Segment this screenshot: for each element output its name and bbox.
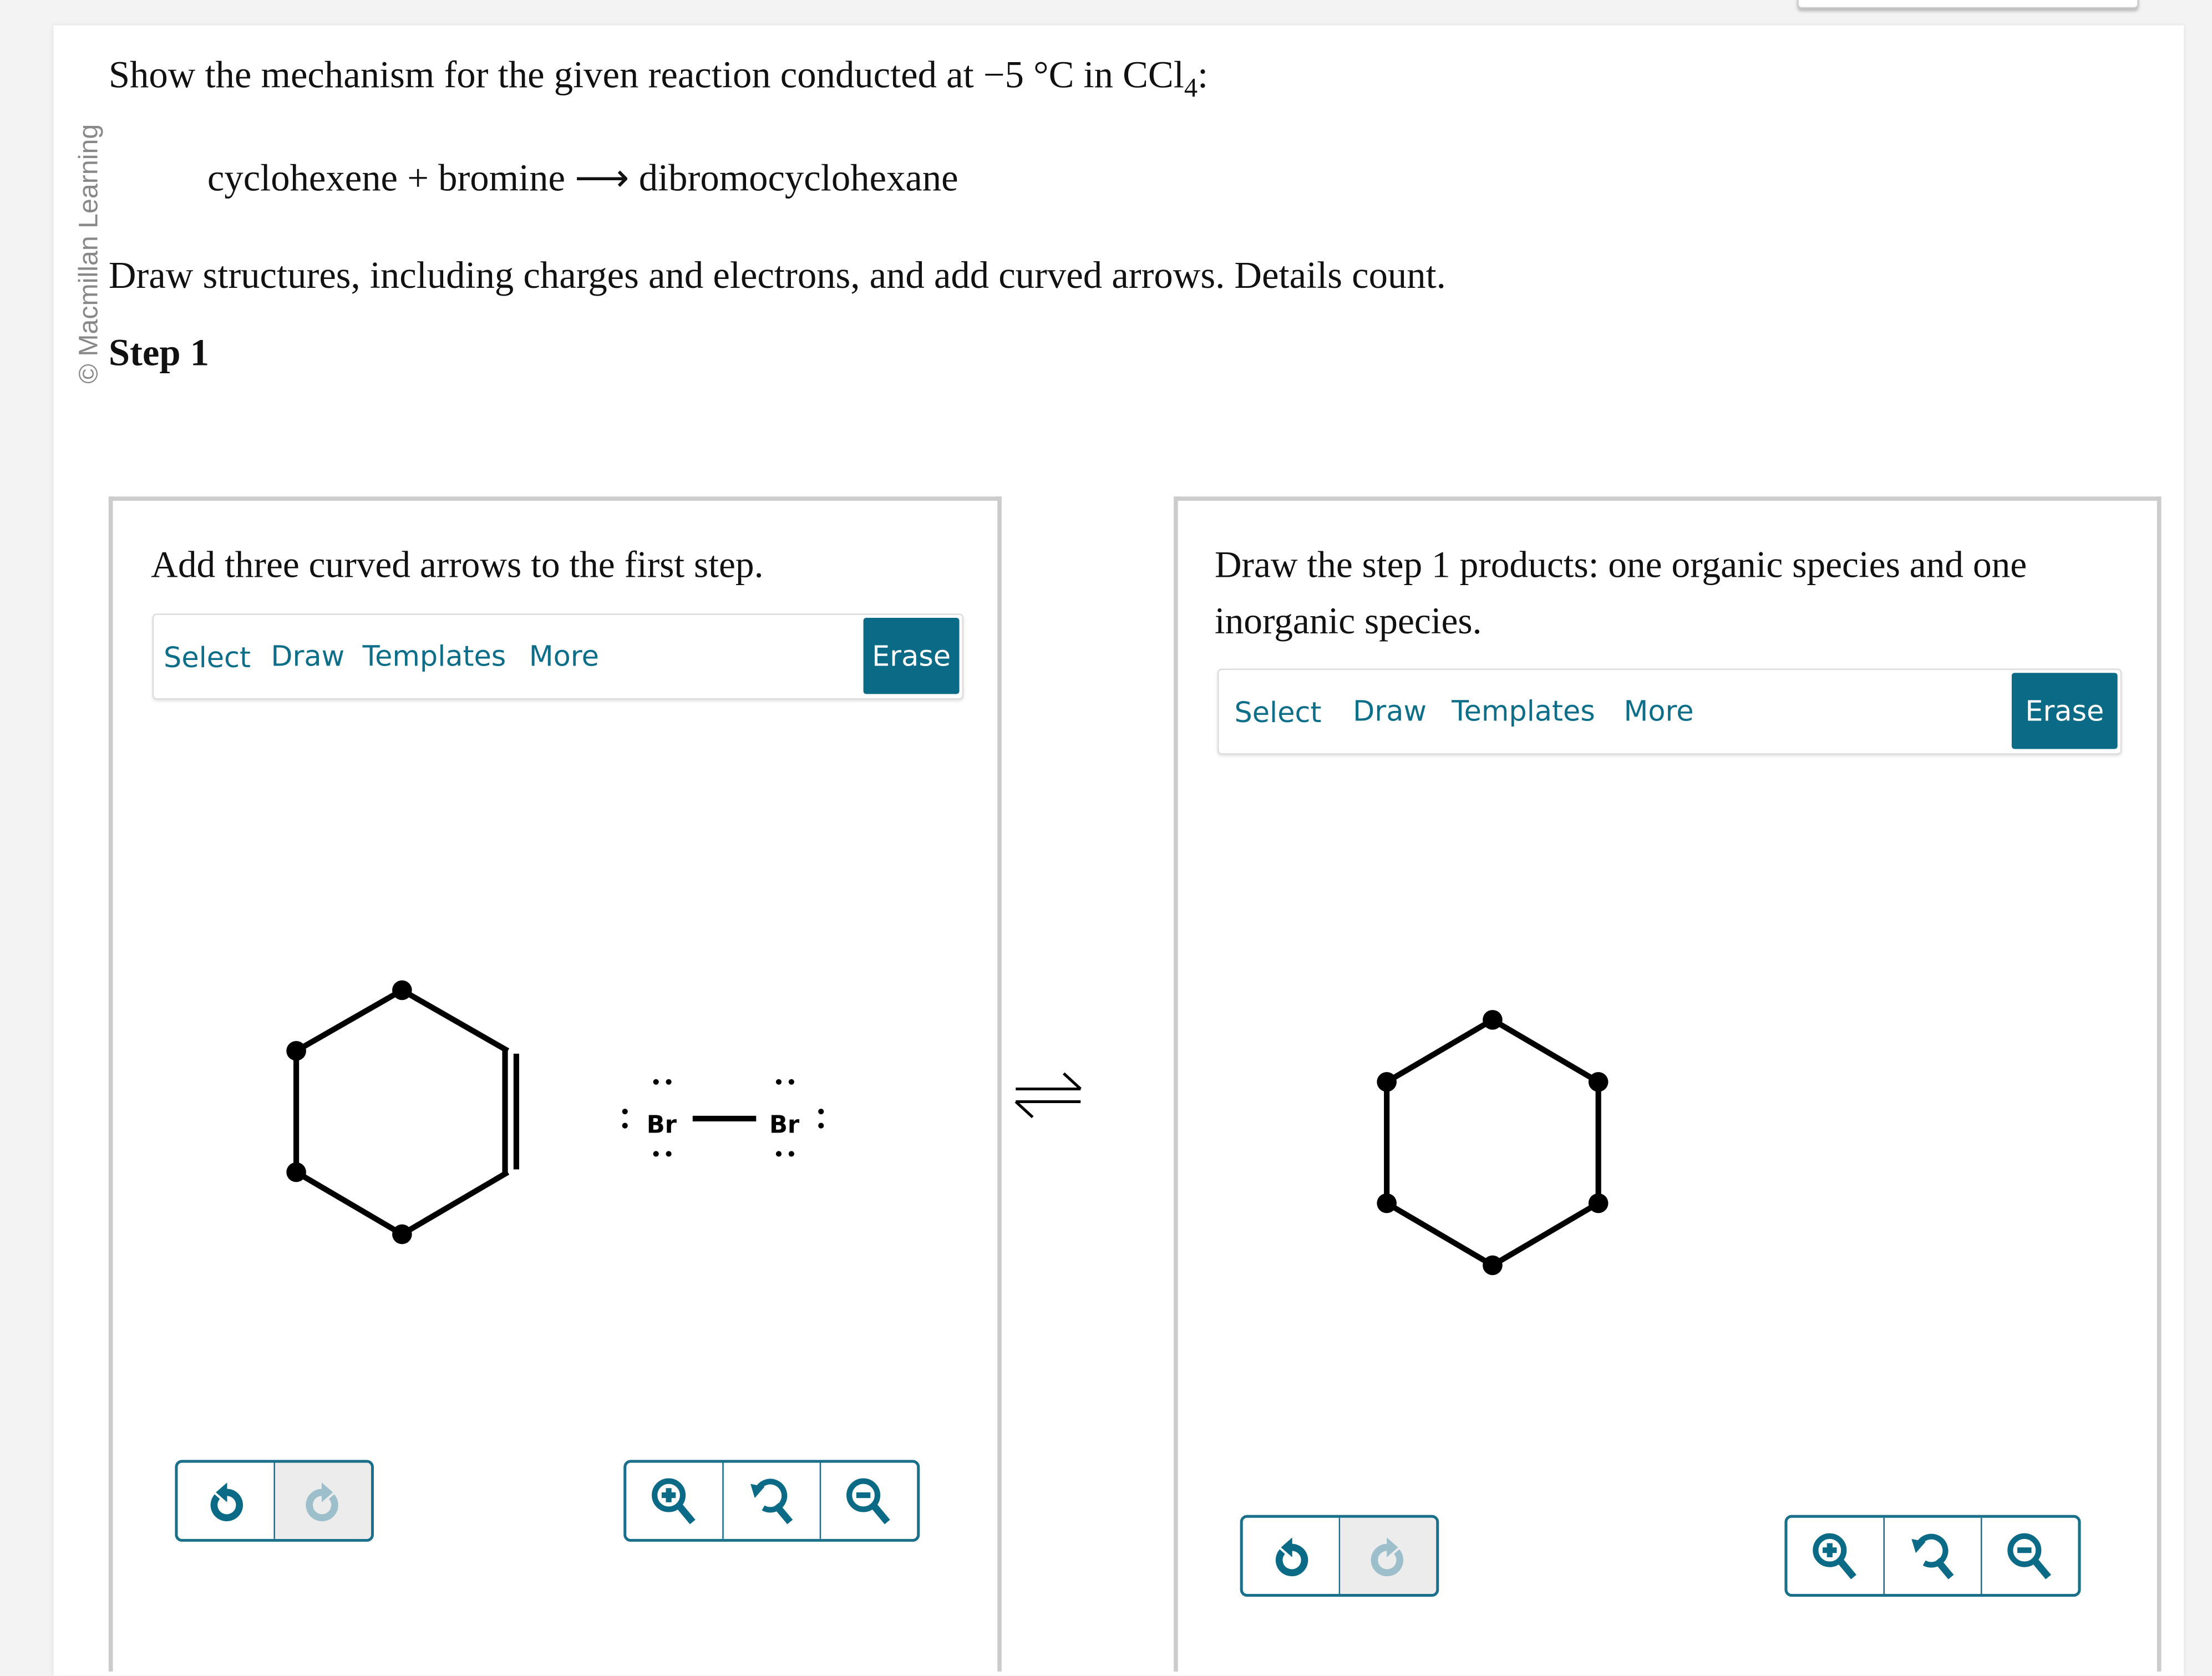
- undo-button[interactable]: [1243, 1518, 1340, 1594]
- bromine-molecule: [622, 1079, 824, 1157]
- templates-tool[interactable]: Templates: [362, 639, 506, 673]
- instructions: Draw structures, including charges and electrons, and add curved arrows. Details count.: [108, 253, 1446, 297]
- select-tool[interactable]: Select: [164, 640, 251, 674]
- right-toolbar: [1217, 669, 2122, 755]
- question-intro: Show the mechanism for the given reaction conducted at −5 °C in CCl$_4$:: [108, 53, 1209, 104]
- cyclohexene-structure: [296, 990, 516, 1234]
- equilibrium-arrow-icon: [1016, 1074, 1080, 1118]
- copyright-label: © Macmillan Learning: [74, 124, 105, 384]
- reaction-equation: cyclohexene + bromine ⟶ dibromocyclohexane: [207, 156, 958, 199]
- select-tool[interactable]: Select: [1234, 695, 1322, 729]
- zoom-out-button[interactable]: [821, 1463, 917, 1539]
- zoom-out-icon: [844, 1475, 895, 1526]
- more-tool[interactable]: More: [1624, 694, 1694, 728]
- left-zoom-controls: [623, 1460, 920, 1542]
- zoom-in-icon: [1810, 1531, 1861, 1582]
- left-panel-prompt: Add three curved arrows to the first step.: [151, 543, 764, 586]
- zoom-out-icon: [2005, 1531, 2056, 1582]
- undo-button[interactable]: [177, 1463, 275, 1539]
- redo-button[interactable]: [275, 1463, 371, 1539]
- right-zoom-controls: [1784, 1515, 2081, 1597]
- zoom-in-button[interactable]: [626, 1463, 723, 1539]
- step-heading: Step 1: [108, 331, 210, 374]
- br-atom-1: Br: [646, 1111, 677, 1139]
- zoom-in-button[interactable]: [1787, 1518, 1884, 1594]
- reset-zoom-button[interactable]: [724, 1463, 821, 1539]
- draw-tool[interactable]: Draw: [1353, 694, 1427, 728]
- erase-button[interactable]: Erase: [2012, 673, 2118, 749]
- right-history-controls: [1240, 1515, 1439, 1597]
- reset-zoom-icon: [1907, 1531, 1959, 1582]
- zoom-out-button[interactable]: [1982, 1518, 2078, 1594]
- zoom-in-icon: [649, 1475, 700, 1526]
- more-tool[interactable]: More: [529, 639, 599, 673]
- br-atom-2: Br: [769, 1111, 800, 1139]
- draw-tool[interactable]: Draw: [271, 639, 345, 673]
- erase-button[interactable]: Erase: [864, 618, 960, 694]
- redo-icon: [302, 1477, 344, 1525]
- redo-button[interactable]: [1340, 1518, 1436, 1594]
- reset-zoom-icon: [746, 1475, 797, 1526]
- right-panel-prompt: Draw the step 1 products: one organic species and one inorganic species.: [1214, 543, 2027, 642]
- reset-zoom-button[interactable]: [1885, 1518, 1982, 1594]
- templates-tool[interactable]: Templates: [1452, 694, 1595, 728]
- undo-icon: [1270, 1532, 1312, 1579]
- undo-icon: [205, 1477, 247, 1525]
- left-history-controls: [175, 1460, 374, 1542]
- redo-icon: [1367, 1532, 1409, 1579]
